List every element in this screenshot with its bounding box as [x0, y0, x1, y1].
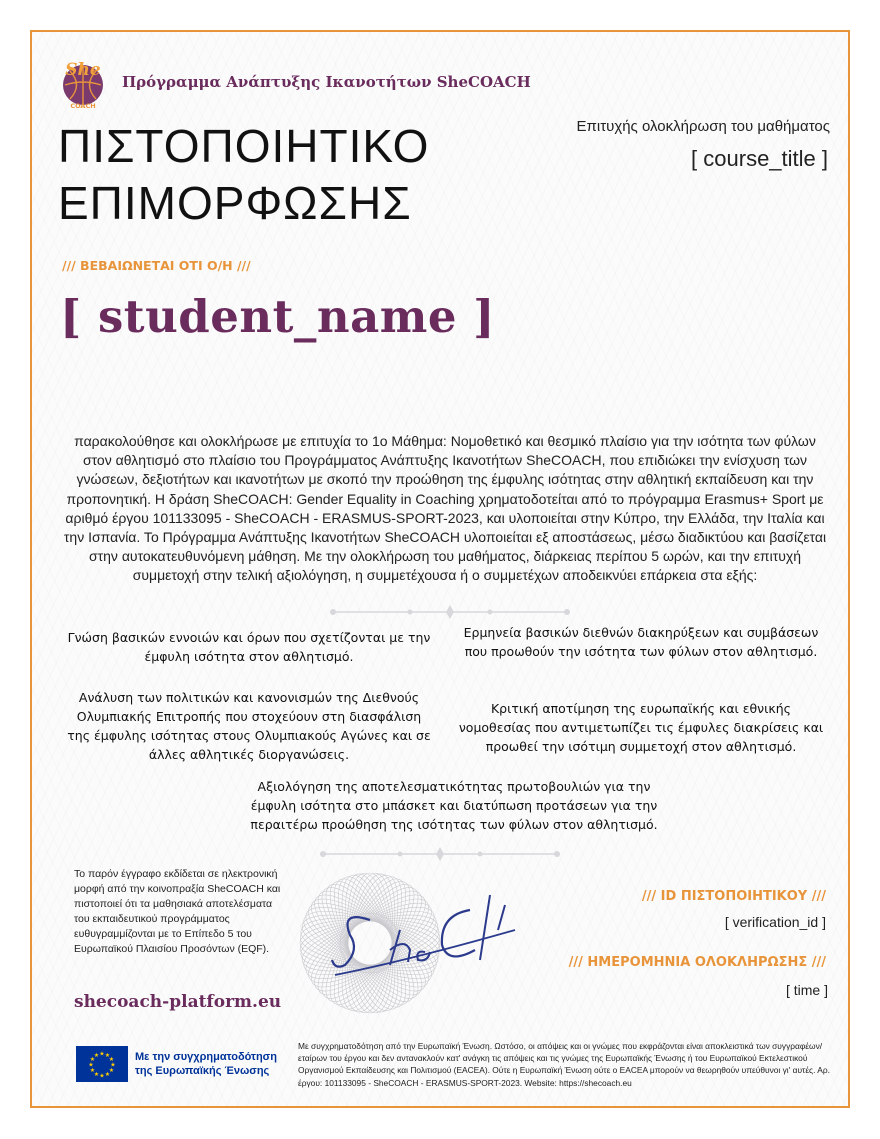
eu-star-icon: ★ [108, 1057, 115, 1063]
completion-date-label: /// ΗΜΕΡΟΜΗΝΙΑ ΟΛΟΚΛΗΡΩΣΗΣ /// [568, 955, 826, 970]
competency-item-1: Γνώση βασικών εννοιών και όρων που σχετίζονται με την έμφυλη ισότητα στον αθλητισμό. [67, 630, 431, 664]
eu-cofunding-line1: Με την συγχρηματοδότηση [135, 1051, 277, 1063]
competency-item-4: Κριτική αποτίμηση της ευρωπαϊκής και εθνικής νομοθεσίας που αντιμετωπίζει τις έμφυλες διακρίσεις και προωθεί την ισότιμη συμμετοχή στον αθλητισμό. [458, 701, 824, 754]
platform-url: shecoach-platform.eu [74, 992, 282, 1012]
certificate-id-value: [ verification_id ] [724, 914, 826, 930]
eu-star-icon: ★ [104, 1053, 111, 1059]
eu-star-icon: ★ [108, 1068, 115, 1074]
eu-star-icon: ★ [104, 1072, 111, 1078]
success-label: Επιτυχής ολοκλήρωση του μαθήματος [576, 118, 830, 135]
eu-flag-icon [76, 1046, 128, 1082]
issuance-note: Το παρόν έγγραφο εκδίδεται σε ηλεκτρονική μορφή από την κοινοπραξία SheCOACH και πιστοποιεί ότι τα μαθησιακά αποτελέσματα του εκπαιδευτικού προγράμματος ευθυγραμμίζονται με το Επίπεδο 5 του Ευρωπαϊκού Πλαισίου Προσόντων (EQF). [74, 868, 281, 955]
certifies-label: /// ΒΕΒΑΙΩΝΕΤΑΙ ΟΤΙ Ο/Η /// [62, 258, 251, 273]
competency-item-3: Ανάλυση των πολιτικών και κανονισμών της Διεθνούς Ολυμπιακής Επιτροπής που στοχεύουν στη διασφάλιση της έμφυλης ισότητας στους Ολυμπιακούς Αγώνες και σε άλλες αθλητικές διοργανώσεις. [67, 690, 431, 762]
certificate-id-label: /// ID ΠΙΣΤΟΠΟΙΗΤΙΚΟΥ /// [641, 889, 826, 904]
certificate-title [58, 118, 429, 232]
eu-cofunding-text [135, 1050, 277, 1078]
competency-item-5: Αξιολόγηση της αποτελεσματικότητας πρωτοβουλιών για την έμφυλη ισότητα στο μπάσκετ και διατύπωση προτάσεων για την περαιτέρω προώθηση της ισότητας των φύλων στον αθλητισμό. [250, 779, 658, 832]
logo-text-she: She [65, 60, 101, 80]
eu-star-icon: ★ [93, 1053, 100, 1059]
eu-cofunding-line2: της Ευρωπαϊκής Ένωσης [135, 1065, 270, 1077]
competency-item-2: Ερμηνεία βασικών διεθνών διακηρύξεων και συμβάσεων που προωθούν την ισότητα των φύλων στον αθλητισμό. [463, 625, 819, 659]
eu-star-icon: ★ [93, 1072, 100, 1078]
eu-star-icon: ★ [89, 1068, 96, 1074]
certificate-body-text: παρακολούθησε και ολοκλήρωσε με επιτυχία το 1ο Μάθημα: Νομοθετικό και θεσμικό πλαίσιο για την ισότητα των φύλων στον αθλητισμό στο πλαίσιο του Προγράμματος Ανάπτυξης Ικανοτήτων SheCOACH, που επιδιώκει την ενίσχυση των γνώσεων, δεξιοτήτων και ικανοτήτων με σκοπό την προώθηση της έμφυλης ισότητας στην αθλητική εκπαίδευση και την προπονητική. Η δράση SheCOACH: Gender Equality in Coaching χρηματοδοτείται από το πρόγραμμα Erasmus+ Sport με αριθμό έργου 101133095 - SheCOACH - ERASMUS-SPORT-2023, και υλοποιείται στην Κύπρο, την Ελλάδα, την Ιταλία και την Ισπανία. Το Πρόγραμμα Ανάπτυξης Ικανοτήτων SheCOACH υλοποιείται εξ αποστάσεως, μέσω διαδικτύου και βασίζεται στην αυτοκατευθυνόμενη μάθηση. Με την ολοκλήρωση του μαθήματος, διάρκειας περίπου 5 ωρών, και την επιτυχή συμμετοχή στην τελική αξιολόγηση, η συμμετέχουσα ή ο συμμετέχων αποδεικνύει επάρκεια στα εξής: [63, 433, 827, 584]
course-title: [ course_title ] [691, 146, 828, 171]
student-name: [ student_name ] [60, 290, 495, 343]
eu-star-icon: ★ [110, 1062, 116, 1069]
ornament-divider-top [325, 604, 575, 620]
certificate-title-line1: ΠΙΣΤΟΠΟΙΗΤΙΚΟ [58, 120, 430, 172]
shecoach-logo [60, 55, 106, 111]
logo-text-coach: COACH [70, 102, 96, 110]
program-title: Πρόγραμμα Ανάπτυξης Ικανοτήτων SheCOACH [122, 73, 531, 91]
completion-date-value: [ time ] [785, 982, 828, 998]
eu-star-icon: ★ [99, 1051, 105, 1058]
eu-star-icon: ★ [89, 1057, 96, 1063]
certificate-title-line2: ΕΠΙΜΟΡΦΩΣΗΣ [58, 177, 412, 229]
signature [330, 890, 520, 980]
eu-star-icon: ★ [99, 1073, 105, 1080]
eu-star-icon: ★ [88, 1062, 94, 1069]
eu-disclaimer: Με συγχρηματοδότηση από την Ευρωπαϊκή Ένωση. Ωστόσο, οι απόψεις και οι γνώμες που εκφράζονται είναι αποκλειστικά των συγγραφέων/εταίρων του έργου και δεν αντανακλούν κατ' ανάγκη τις απόψεις και τις γνώμες της Ευρωπαϊκής Ένωσης ή του Ευρωπαϊκού Εκτελεστικού Οργανισμού Εκπαίδευσης και Πολιτισμού (EACEA). Ούτε η Ευρωπαϊκή Ένωση ούτε ο EACEA μπορούν να θεωρηθούν υπεύθυνοι γι' αυτές. Αρ. έργου: 101133095 - SheCOACH - ERASMUS-SPORT-2023. Website: https://shecoach.eu [298, 1041, 830, 1088]
